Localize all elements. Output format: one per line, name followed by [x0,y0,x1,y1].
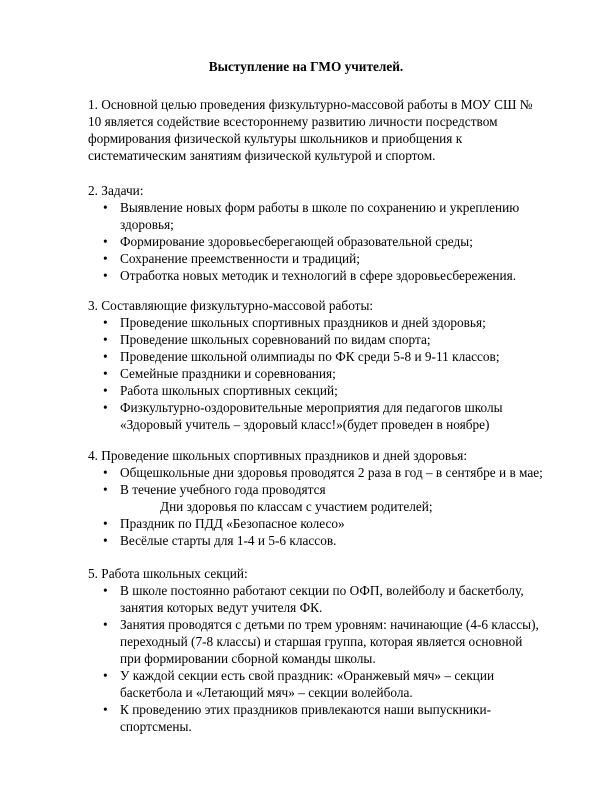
list-item-line: • Отработка новых методик и технологий в сфере здоровьесбережения. [120,268,517,283]
list-item-line: • Семейные праздники и соревнования; [120,366,336,381]
list-item-line: при формировании сборной команды школы. [120,651,376,666]
section-5-heading: 5. Работа школьных секций: [88,566,248,581]
section-3-list [88,314,578,433]
list-item-line: • В течение учебного года проводятся [120,482,326,497]
list-item-line: • К проведению этих праздников привлекаются наши выпускники- [120,702,492,717]
list-item-line: • Проведение школьных соревнований по видам спорта; [120,332,431,347]
list-item [88,199,578,233]
list-item [88,314,578,331]
list-item-line: • Сохранение преемственности и традиций; [120,251,360,266]
section-4 [88,447,578,549]
list-item [88,464,578,481]
section-2 [88,182,578,284]
list-item-line: • Проведение школьных спортивных праздников и дней здоровья; [120,315,486,330]
section-5 [88,565,578,735]
list-item-subline: Дни здоровья по классам с участием родителей; [160,499,433,514]
list-item [88,250,578,267]
list-item-line: • Формирование здоровьесберегающей образовательной среды; [120,234,473,249]
list-item-line: • Праздник по ПДД «Безопасное колесо» [120,516,345,531]
section-1-line: 1. Основной целью проведения физкультурно-массовой работы в МОУ СШ № [88,97,533,112]
list-item-line: • Занятия проводятся с детьми по трем уровням: начинающие (4-6 классы), [120,617,539,632]
section-3-heading: 3. Составляющие физкультурно-массовой работы: [88,298,374,313]
section-3 [88,297,578,433]
list-item-line: • Весёлые старты для 1-4 и 5-6 классов. [120,533,337,548]
section-1-line: формирования физической культуры школьников и приобщения к [88,131,463,146]
list-item [88,267,578,284]
list-item-line: переходный (7-8 классы) и старшая группа, которая является основной [120,634,523,649]
list-item-line: • Физкультурно-оздоровительные мероприятия для педагогов школы [120,400,503,415]
section-5-list [88,582,578,735]
list-item [88,365,578,382]
list-item [88,331,578,348]
list-item [88,399,578,433]
section-1-line: 10 является содействие всестороннему развитию личности посредством [88,114,498,129]
list-item-line: • Проведение школьной олимпиады по ФК среди 5-8 и 9-11 классов; [120,349,500,364]
list-item-line: • В школе постоянно работают секции по ОФП, волейболу и баскетболу, [120,583,524,598]
list-item-line: «Здоровый учитель – здоровый класс!»(будет проведен в ноябре) [120,417,490,432]
list-item-line: баскетбола и «Летающий мяч» – секции волейбола. [120,685,413,700]
section-2-list [88,199,578,284]
list-item [88,582,578,616]
list-item-line: спортсмены. [120,719,192,734]
list-item [88,532,578,549]
list-item [88,348,578,365]
list-item-line: • Работа школьных спортивных секций; [120,383,338,398]
section-4-list [88,464,578,549]
list-item-line: • У каждой секции есть свой праздник: «Оранжевый мяч» – секции [120,668,495,683]
list-item [88,233,578,250]
list-item-line: здоровья; [120,217,174,232]
section-4-heading: 4. Проведение школьных спортивных праздников и дней здоровья: [88,448,468,463]
list-item [88,481,578,515]
list-item-line: • Выявление новых форм работы в школе по сохранению и укреплению [120,200,520,215]
section-2-heading: 2. Задачи: [88,183,144,198]
document-title: Выступление на ГМО учителей. [208,59,404,74]
list-item [88,515,578,532]
list-item [88,382,578,399]
section-1-line: систематическим занятиям физической культурой и спортом. [88,148,436,163]
list-item-line: • Общешкольные дни здоровья проводятся 2 раза в год – в сентябре и в мае; [120,465,543,480]
list-item-line: занятия которых ведут учителя ФК. [120,600,323,615]
list-item [88,701,578,735]
list-item [88,616,578,667]
section-1 [88,96,578,164]
list-item [88,667,578,701]
